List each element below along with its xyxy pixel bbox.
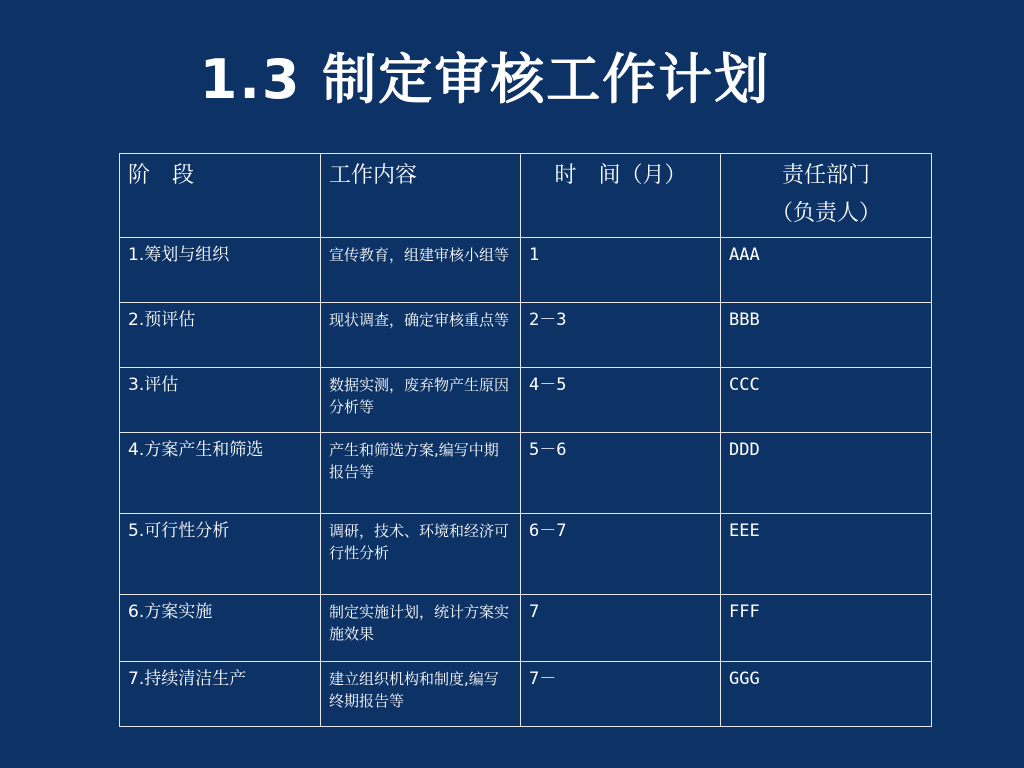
cell-content: 现状调查，确定审核重点等: [321, 303, 521, 368]
header-dept-line1: 责任部门: [781, 163, 870, 188]
cell-content: 建立组织机构和制度,编写终期报告等: [321, 662, 521, 727]
cell-time: 6－7: [521, 514, 721, 595]
header-time: 时 间（月）: [521, 154, 721, 238]
table-row: [120, 595, 932, 662]
cell-content: 产生和筛选方案,编写中期报告等: [321, 433, 521, 514]
cell-time: 5－6: [521, 433, 721, 514]
table-row: [120, 514, 932, 595]
cell-stage: 5.可行性分析: [120, 514, 321, 595]
cell-dept: EEE: [721, 514, 932, 595]
cell-dept: FFF: [721, 595, 932, 662]
header-stage: 阶 段: [120, 154, 321, 238]
cell-time: 7: [521, 595, 721, 662]
cell-stage: 3.评估: [120, 368, 321, 433]
cell-stage: 4.方案产生和筛选: [120, 433, 321, 514]
slide-title: 1.3 制定审核工作计划: [199, 48, 771, 111]
table-header-row: [120, 154, 932, 238]
table-row: [120, 433, 932, 514]
table-row: [120, 368, 932, 433]
cell-time: 1: [521, 238, 721, 303]
header-dept: [721, 154, 932, 238]
cell-content: 宣传教育，组建审核小组等: [321, 238, 521, 303]
cell-time: 4－5: [521, 368, 721, 433]
cell-dept: BBB: [721, 303, 932, 368]
cell-dept: GGG: [721, 662, 932, 727]
header-dept-line2: （负责人）: [770, 201, 881, 226]
cell-content: 制定实施计划，统计方案实施效果: [321, 595, 521, 662]
cell-stage: 1.筹划与组织: [120, 238, 321, 303]
cell-stage: 2.预评估: [120, 303, 321, 368]
cell-content: 调研，技术、环境和经济可行性分析: [321, 514, 521, 595]
audit-plan-table: [119, 153, 932, 727]
cell-content: 数据实测，废弃物产生原因分析等: [321, 368, 521, 433]
header-content: 工作内容: [321, 154, 521, 238]
cell-stage: 6.方案实施: [120, 595, 321, 662]
cell-dept: DDD: [721, 433, 932, 514]
table-row: [120, 303, 932, 368]
cell-dept: CCC: [721, 368, 932, 433]
table-row: [120, 662, 932, 727]
audit-plan-table-container: [119, 153, 931, 727]
cell-dept: AAA: [721, 238, 932, 303]
cell-time: 2－3: [521, 303, 721, 368]
cell-time: 7－: [521, 662, 721, 727]
table-row: [120, 238, 932, 303]
cell-stage: 7.持续清洁生产: [120, 662, 321, 727]
